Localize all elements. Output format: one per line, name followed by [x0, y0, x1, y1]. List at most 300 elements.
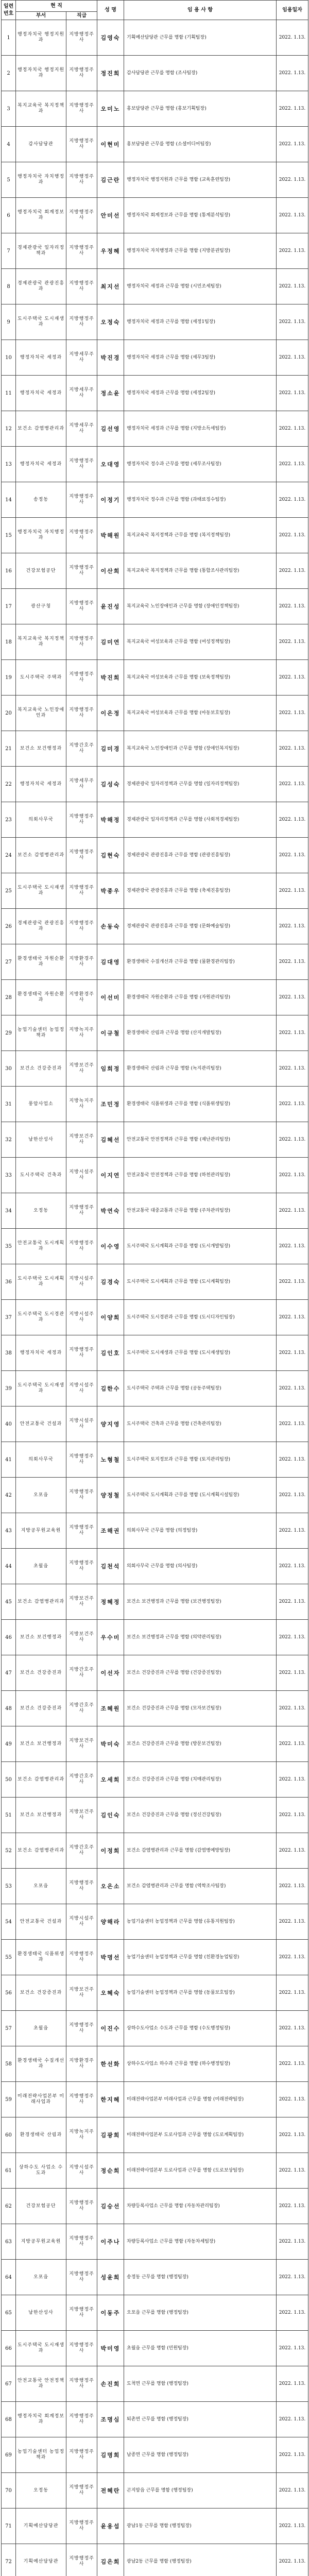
row-rank: 지방시설주사: [66, 1904, 97, 1940]
row-rank: 지방시설주사: [66, 1371, 97, 1406]
row-rank: 지방행정주사: [66, 2224, 97, 2260]
row-appointment-matter: 복지교육국 복지정책과 근무를 명함 (복지정책팀장): [124, 518, 277, 553]
row-serial-number: 70: [2, 2473, 16, 2509]
row-department: 보건소 감염병관리과: [16, 838, 66, 873]
row-rank: 지방보건주사: [66, 1620, 97, 1655]
table-row: [2, 2331, 308, 2366]
table-row: [2, 1904, 308, 1940]
row-rank: 지방행정주사: [66, 2437, 97, 2473]
table-row: [2, 2437, 308, 2473]
row-name: 오대영: [97, 447, 124, 482]
row-rank: 지방행정주사: [66, 553, 97, 589]
row-serial-number: 16: [2, 553, 16, 589]
table-row: [2, 2011, 308, 2046]
row-appointment-date: 2022. 1.13.: [277, 1726, 308, 1762]
row-department: 보건소 건강증진과: [16, 1051, 66, 1087]
row-serial-number: 52: [2, 1833, 16, 1869]
row-rank: 지방간호주사: [66, 1833, 97, 1869]
row-serial-number: 10: [2, 340, 16, 376]
table-row: [2, 2473, 308, 2509]
row-appointment-matter: 도시주택국 도시계획과 근무를 명함 (도시계획시설팀장): [124, 1478, 277, 1513]
row-department: 풍암사업소: [16, 1087, 66, 1122]
table-row: [2, 1264, 308, 1300]
table-row: [2, 2046, 308, 2082]
table-row: [2, 127, 308, 162]
row-appointment-date: 2022. 1.13.: [277, 1513, 308, 1549]
row-department: 농업기술센터 농업정책과: [16, 2437, 66, 2473]
row-department: 복지교육국 복지정책과: [16, 91, 66, 127]
table-row: [2, 2117, 308, 2153]
row-name: 이수영: [97, 1229, 124, 1264]
table-row: [2, 624, 308, 660]
row-appointment-date: 2022. 1.13.: [277, 731, 308, 767]
row-serial-number: 22: [2, 767, 16, 802]
row-name: 오세희: [97, 1762, 124, 1798]
table-row: [2, 1513, 308, 1549]
table-row: [2, 589, 308, 624]
row-rank: 지방행정주사: [66, 1513, 97, 1549]
row-appointment-matter: 도시주택국 도시경관과 근무를 명함 (도시디자인팀장): [124, 1300, 277, 1335]
row-appointment-date: 2022. 1.13.: [277, 2046, 308, 2082]
row-serial-number: 50: [2, 1762, 16, 1798]
row-serial-number: 28: [2, 980, 16, 1015]
row-appointment-matter: 도시주택국 도시계획과 근무를 명함 (도시개발팀장): [124, 1229, 277, 1264]
row-appointment-matter: 복지교육국 여성보육과 근무를 명함 (아동보호팀장): [124, 696, 277, 731]
row-appointment-matter: 퇴촌면 근무를 명함 (행정팀장): [124, 2402, 277, 2437]
row-appointment-date: 2022. 1.13.: [277, 2331, 308, 2366]
row-serial-number: 6: [2, 198, 16, 233]
row-appointment-matter: 농업기술센터 농업정책과 근무를 명함 (동물보호팀장): [124, 1975, 277, 2011]
row-serial-number: 15: [2, 518, 16, 553]
table-row: [2, 269, 308, 304]
row-name: 오은소: [97, 1869, 124, 1904]
table-row: [2, 1726, 308, 1762]
row-appointment-matter: 보건소 건강증진과 근무를 명함 (정신건강팀장): [124, 1798, 277, 1833]
row-appointment-date: 2022. 1.13.: [277, 1051, 308, 1087]
row-name: 박해원: [97, 518, 124, 553]
row-rank: 지방행정주사: [66, 1229, 97, 1264]
row-department: 환경생태국 자원순환과: [16, 944, 66, 980]
table-row: [2, 553, 308, 589]
row-department: 안전교통국 건설과: [16, 1406, 66, 1442]
row-rank: 지방시설주사: [66, 1264, 97, 1300]
row-appointment-matter: 농업기술센터 농업정책과 근무를 명함 (친환경농업팀장): [124, 1940, 277, 1975]
row-appointment-date: 2022. 1.13.: [277, 873, 308, 909]
row-serial-number: 17: [2, 589, 16, 624]
row-appointment-matter: 의회사무국 근무를 명함 (의정팀장): [124, 1513, 277, 1549]
row-serial-number: 67: [2, 2366, 16, 2402]
row-serial-number: 57: [2, 2011, 16, 2046]
row-rank: 지방시설주사: [66, 1158, 97, 1193]
row-appointment-matter: 홍보담당관 근무를 명함 (소셜미디어팀장): [124, 127, 277, 162]
table-row: [2, 340, 308, 376]
row-name: 조민정: [97, 1087, 124, 1122]
row-appointment-matter: 경제관광국 관광진흥과 근무를 명함 (문화예술팀장): [124, 909, 277, 944]
row-appointment-date: 2022. 1.13.: [277, 1442, 308, 1478]
row-appointment-matter: 행정자치국 회계정보과 근무를 명함 (통계분석팀장): [124, 198, 277, 233]
row-appointment-date: 2022. 1.13.: [277, 2117, 308, 2153]
row-department: 도시주택국 건축과: [16, 1158, 66, 1193]
row-serial-number: 62: [2, 2189, 16, 2224]
row-appointment-matter: 경제관광국 관광진흥과 근무를 명함 (관광진흥팀장): [124, 838, 277, 873]
row-name: 양해라: [97, 1904, 124, 1940]
row-serial-number: 5: [2, 162, 16, 198]
row-department: 경제관광국 관광진흥과: [16, 269, 66, 304]
row-serial-number: 37: [2, 1300, 16, 1335]
row-department: 기획예산담당관: [16, 2544, 66, 2576]
row-appointment-date: 2022. 1.13.: [277, 20, 308, 56]
row-appointment-date: 2022. 1.13.: [277, 447, 308, 482]
table-row: [2, 1371, 308, 1406]
header-name: 성 명: [97, 1, 124, 20]
row-appointment-matter: 행정자치국 정수과 근무를 명함 (세무조사팀장): [124, 447, 277, 482]
row-appointment-date: 2022. 1.13.: [277, 2402, 308, 2437]
row-appointment-date: 2022. 1.13.: [277, 589, 308, 624]
row-rank: 지방행정주사: [66, 20, 97, 56]
row-appointment-matter: 경제관광국 관광진흥과 근무를 명함 (축제진흥팀장): [124, 873, 277, 909]
row-serial-number: 65: [2, 2295, 16, 2331]
row-appointment-date: 2022. 1.13.: [277, 198, 308, 233]
row-name: 안미선: [97, 198, 124, 233]
row-department: 도시주택국 도시재생과: [16, 873, 66, 909]
row-serial-number: 41: [2, 1442, 16, 1478]
row-rank: 지방녹지주사: [66, 1015, 97, 1051]
row-department: 지방공무원교육원: [16, 2224, 66, 2260]
row-serial-number: 24: [2, 838, 16, 873]
table-row: [2, 660, 308, 696]
row-rank: 지방행정주사: [66, 1193, 97, 1229]
row-rank: 지방행정주사: [66, 304, 97, 340]
row-appointment-date: 2022. 1.13.: [277, 1015, 308, 1051]
row-appointment-date: 2022. 1.13.: [277, 2437, 308, 2473]
row-appointment-date: 2022. 1.13.: [277, 767, 308, 802]
row-rank: 지방녹지주사: [66, 2117, 97, 2153]
row-name: 우수미: [97, 1620, 124, 1655]
row-name: 우정혜: [97, 233, 124, 269]
row-appointment-matter: 보건소 건강증진과 근무를 명함 (건강증진팀장): [124, 1655, 277, 1691]
row-rank: 지방행정주사: [66, 1478, 97, 1513]
row-serial-number: 39: [2, 1371, 16, 1406]
row-serial-number: 31: [2, 1087, 16, 1122]
row-appointment-matter: 홍보담당관 근무를 명함 (홍보기획팀장): [124, 91, 277, 127]
row-appointment-matter: 도척면 근무를 명함 (행정팀장): [124, 2366, 277, 2402]
row-name: 김미경: [97, 731, 124, 767]
header-rank: 직급: [66, 12, 97, 20]
row-name: 김현숙: [97, 838, 124, 873]
row-appointment-matter: 행정자치국 세정과 근무를 명함 (세정1팀장): [124, 304, 277, 340]
row-department: 도시주택국 도시재생과: [16, 2331, 66, 2366]
row-appointment-date: 2022. 1.13.: [277, 2295, 308, 2331]
row-name: 오미노: [97, 91, 124, 127]
row-appointment-matter: 경제관광국 일자리정책과 근무를 명함 (사회적경제팀장): [124, 802, 277, 838]
row-name: 이양희: [97, 1300, 124, 1335]
row-rank: 지방보건주사: [66, 1798, 97, 1833]
row-serial-number: 35: [2, 1229, 16, 1264]
row-serial-number: 48: [2, 1691, 16, 1726]
row-appointment-date: 2022. 1.13.: [277, 1264, 308, 1300]
row-department: 보건소 보건행정과: [16, 1620, 66, 1655]
row-department: 환경생태국 수질개선과: [16, 2046, 66, 2082]
row-rank: 지방행정주사: [66, 269, 97, 304]
row-serial-number: 66: [2, 2331, 16, 2366]
row-name: 김명희: [97, 2437, 124, 2473]
table-row: [2, 1549, 308, 1584]
row-rank: 지방행정주사: [66, 2011, 97, 2046]
row-serial-number: 71: [2, 2509, 16, 2544]
row-name: 윤용섭: [97, 2509, 124, 2544]
row-appointment-date: 2022. 1.13.: [277, 482, 308, 518]
table-row: [2, 2402, 308, 2437]
table-row: [2, 1158, 308, 1193]
row-department: 도시주택국 도시계획과: [16, 1264, 66, 1300]
row-department: 행정자치국 세정과: [16, 447, 66, 482]
row-department: 초월읍: [16, 1549, 66, 1584]
row-name: 한지혜: [97, 2082, 124, 2117]
row-serial-number: 32: [2, 1122, 16, 1158]
row-appointment-matter: 보건소 건강증진과 근무를 명함 (방문보건팀장): [124, 1726, 277, 1762]
row-appointment-matter: 보건소 건강증진과 근무를 명함 (모자보건팀장): [124, 1691, 277, 1726]
row-rank: 지방행정주사: [66, 660, 97, 696]
row-name: 박해정: [97, 802, 124, 838]
row-rank: 지방환경주사: [66, 980, 97, 1015]
row-serial-number: 27: [2, 944, 16, 980]
row-rank: 지방행정주사: [66, 2331, 97, 2366]
table-row: [2, 198, 308, 233]
row-appointment-matter: 도시주택국 도시재생과 근무를 명함 (도시재생팀장): [124, 1335, 277, 1371]
header-serial-number: 일련 번호: [2, 1, 16, 20]
row-rank: 지방간호주사: [66, 731, 97, 767]
row-department: 행정자치국 회계정보과: [16, 2402, 66, 2437]
row-serial-number: 12: [2, 411, 16, 447]
row-rank: 지방행정주사: [66, 1335, 97, 1371]
row-department: 도시주택국 도시경관과: [16, 1300, 66, 1335]
table-row: [2, 1620, 308, 1655]
row-appointment-date: 2022. 1.13.: [277, 340, 308, 376]
row-appointment-date: 2022. 1.13.: [277, 1620, 308, 1655]
row-name: 김미연: [97, 624, 124, 660]
row-serial-number: 9: [2, 304, 16, 340]
row-name: 김대영: [97, 944, 124, 980]
row-appointment-matter: 도시주택국 토지정보과 근무를 명함 (토지관리팀장): [124, 1442, 277, 1478]
row-department: 오정동: [16, 1193, 66, 1229]
table-row: [2, 1762, 308, 1798]
row-name: 박연숙: [97, 1193, 124, 1229]
row-name: 정순희: [97, 2153, 124, 2189]
table-row: [2, 731, 308, 767]
row-serial-number: 51: [2, 1798, 16, 1833]
row-serial-number: 23: [2, 802, 16, 838]
row-serial-number: 20: [2, 696, 16, 731]
row-appointment-date: 2022. 1.13.: [277, 2473, 308, 2509]
row-rank: 지방세무주사: [66, 340, 97, 376]
row-appointment-date: 2022. 1.13.: [277, 1798, 308, 1833]
row-rank: 지방행정주사: [66, 696, 97, 731]
row-name: 김인숙: [97, 1798, 124, 1833]
table-row: [2, 2509, 308, 2544]
row-appointment-matter: 차량등록사업소 근무를 명함 (자동차관리팀장): [124, 2189, 277, 2224]
row-department: 지방공무원교육원: [16, 1513, 66, 1549]
table-row: [2, 1335, 308, 1371]
row-name: 박미숙: [97, 1726, 124, 1762]
table-row: [2, 944, 308, 980]
row-department: 보건소 건강증진과: [16, 1655, 66, 1691]
row-appointment-matter: 행정자치국 세정과 근무를 명함 (지방소득세팀장): [124, 411, 277, 447]
table-row: [2, 1406, 308, 1442]
row-serial-number: 18: [2, 624, 16, 660]
row-appointment-matter: 복지교육국 노인장애인과 근무를 명함 (장애인복지팀장): [124, 731, 277, 767]
row-appointment-date: 2022. 1.13.: [277, 304, 308, 340]
row-name: 정진희: [97, 56, 124, 91]
row-appointment-date: 2022. 1.13.: [277, 696, 308, 731]
table-row: [2, 2260, 308, 2295]
row-name: 손진희: [97, 2366, 124, 2402]
row-serial-number: 1: [2, 20, 16, 56]
header-department: 부서: [16, 12, 66, 20]
row-appointment-date: 2022. 1.13.: [277, 1406, 308, 1442]
row-appointment-matter: 상하수도사업소 수도과 근무를 명함 (수도행정팀장): [124, 2011, 277, 2046]
row-appointment-date: 2022. 1.13.: [277, 1300, 308, 1335]
row-department: 건강보험공단: [16, 2189, 66, 2224]
row-department: 상하수도 사업소 수도과: [16, 2153, 66, 2189]
row-name: 김인호: [97, 1335, 124, 1371]
row-department: 환경생태국 식품위생과: [16, 1940, 66, 1975]
row-appointment-date: 2022. 1.13.: [277, 2189, 308, 2224]
row-name: 김혜선: [97, 1122, 124, 1158]
row-department: 행정자치국 행정지원과: [16, 20, 66, 56]
row-serial-number: 69: [2, 2437, 16, 2473]
row-appointment-matter: 환경생태국 산림과 근무를 명함 (산지개발팀장): [124, 1015, 277, 1051]
row-appointment-date: 2022. 1.13.: [277, 1691, 308, 1726]
row-rank: 지방행정주사: [66, 2509, 97, 2544]
table-row: [2, 411, 308, 447]
row-serial-number: 72: [2, 2544, 16, 2576]
row-rank: 지방행정주사: [66, 233, 97, 269]
row-name: 손동숙: [97, 909, 124, 944]
row-serial-number: 60: [2, 2117, 16, 2153]
table-row: [2, 233, 308, 269]
header-appointment-matter: 임 용 사 항: [124, 1, 277, 20]
row-appointment-date: 2022. 1.13.: [277, 411, 308, 447]
row-appointment-matter: 보건소 건강증진과 근무를 명함 (치매관리팀장): [124, 1762, 277, 1798]
row-appointment-date: 2022. 1.13.: [277, 1904, 308, 1940]
table-row: [2, 767, 308, 802]
row-serial-number: 19: [2, 660, 16, 696]
row-department: 남한산성사: [16, 1122, 66, 1158]
row-name: 한선화: [97, 2046, 124, 2082]
row-serial-number: 34: [2, 1193, 16, 1229]
table-row: [2, 2544, 308, 2576]
row-rank: 지방행정주사: [66, 589, 97, 624]
row-department: 미래전략사업본부 미래사업과: [16, 2082, 66, 2117]
row-name: 이정기: [97, 482, 124, 518]
table-row: [2, 56, 308, 91]
row-rank: 지방행정주사: [66, 56, 97, 91]
row-serial-number: 42: [2, 1478, 16, 1513]
row-department: 오포읍: [16, 1869, 66, 1904]
row-appointment-matter: 경제관광국 일자리정책과 근무를 명함 (일자리정책팀장): [124, 767, 277, 802]
row-rank: 지방시설주사: [66, 1300, 97, 1335]
row-serial-number: 4: [2, 127, 16, 162]
row-appointment-matter: 도시주택국 도시계획과 근무를 명함 (도시계획팀장): [124, 1264, 277, 1300]
row-appointment-matter: 감사담당관 근무를 명함 (조사팀장): [124, 56, 277, 91]
table-row: [2, 1193, 308, 1229]
row-department: 의회사무국: [16, 802, 66, 838]
row-name: 김근란: [97, 162, 124, 198]
row-name: 조명심: [97, 2402, 124, 2437]
row-department: 행정자치국 세정과: [16, 1335, 66, 1371]
row-department: 행정자치국 자치행정과: [16, 162, 66, 198]
table-row: [2, 1087, 308, 1122]
row-appointment-date: 2022. 1.13.: [277, 1584, 308, 1620]
row-appointment-matter: 행정자치국 행정지원과 근무를 명함 (교육훈련팀장): [124, 162, 277, 198]
row-appointment-matter: 안전교통국 안전정책과 근무를 명함 (하천관리팀장): [124, 1158, 277, 1193]
row-appointment-date: 2022. 1.13.: [277, 1549, 308, 1584]
row-appointment-matter: 농업기술센터 농업정책과 근무를 명함 (유통지원팀장): [124, 1904, 277, 1940]
row-appointment-date: 2022. 1.13.: [277, 909, 308, 944]
row-rank: 지방행정주사: [66, 2295, 97, 2331]
row-rank: 지방행정주사: [66, 2189, 97, 2224]
row-name: 최지선: [97, 269, 124, 304]
table-row: [2, 1655, 308, 1691]
row-appointment-date: 2022. 1.13.: [277, 1655, 308, 1691]
row-serial-number: 46: [2, 1620, 16, 1655]
table-row: [2, 162, 308, 198]
table-row: [2, 1478, 308, 1513]
row-rank: 지방보건주사: [66, 1051, 97, 1087]
table-row: [2, 518, 308, 553]
row-serial-number: 3: [2, 91, 16, 127]
row-department: 송정동: [16, 482, 66, 518]
row-appointment-date: 2022. 1.13.: [277, 1158, 308, 1193]
row-department: 보건소 감염병관리과: [16, 1584, 66, 1620]
row-name: 박진희: [97, 660, 124, 696]
row-rank: 지방행정주사: [66, 518, 97, 553]
table-row: [2, 376, 308, 411]
row-name: 조혜원: [97, 1691, 124, 1726]
row-department: 보건소 보건행정과: [16, 1798, 66, 1833]
header-current-position: 현 직: [16, 1, 97, 12]
table-row: [2, 1869, 308, 1904]
row-serial-number: 33: [2, 1158, 16, 1193]
row-rank: 지방간호주사: [66, 1655, 97, 1691]
row-department: 보건소 보건행정과: [16, 1726, 66, 1762]
row-name: 김성숙: [97, 767, 124, 802]
row-rank: 지방간호주사: [66, 1691, 97, 1726]
row-appointment-matter: 보건소 보건행정과 근무를 명함 (의약관리팀장): [124, 1620, 277, 1655]
row-department: 행정자치국 행정지원과: [16, 56, 66, 91]
row-name: 정혜정: [97, 1584, 124, 1620]
row-department: 행정자치국 세정과: [16, 376, 66, 411]
row-name: 박진경: [97, 340, 124, 376]
row-serial-number: 30: [2, 1051, 16, 1087]
table-row: [2, 1442, 308, 1478]
row-name: 성윤희: [97, 2260, 124, 2295]
row-appointment-matter: 복지교육국 복지정책과 근무를 명함 (통합조사관리팀장): [124, 553, 277, 589]
row-department: 안전교통국 안전정책과: [16, 2366, 66, 2402]
row-department: 오포읍: [16, 1478, 66, 1513]
row-appointment-matter: 도시주택국 건축과 근무를 명함 (건축관리팀장): [124, 1406, 277, 1442]
row-department: 도시주택국 도시재생과: [16, 1371, 66, 1406]
row-appointment-date: 2022. 1.13.: [277, 1087, 308, 1122]
row-department: 안전교통국 건설과: [16, 1904, 66, 1940]
row-rank: 지방보건주사: [66, 1975, 97, 2011]
row-serial-number: 49: [2, 1726, 16, 1762]
row-serial-number: 59: [2, 2082, 16, 2117]
row-name: 임희정: [97, 1051, 124, 1087]
row-rank: 지방행정주사: [66, 2260, 97, 2295]
row-name: 이은정: [97, 696, 124, 731]
row-rank: 지방시설주사: [66, 1406, 97, 1442]
